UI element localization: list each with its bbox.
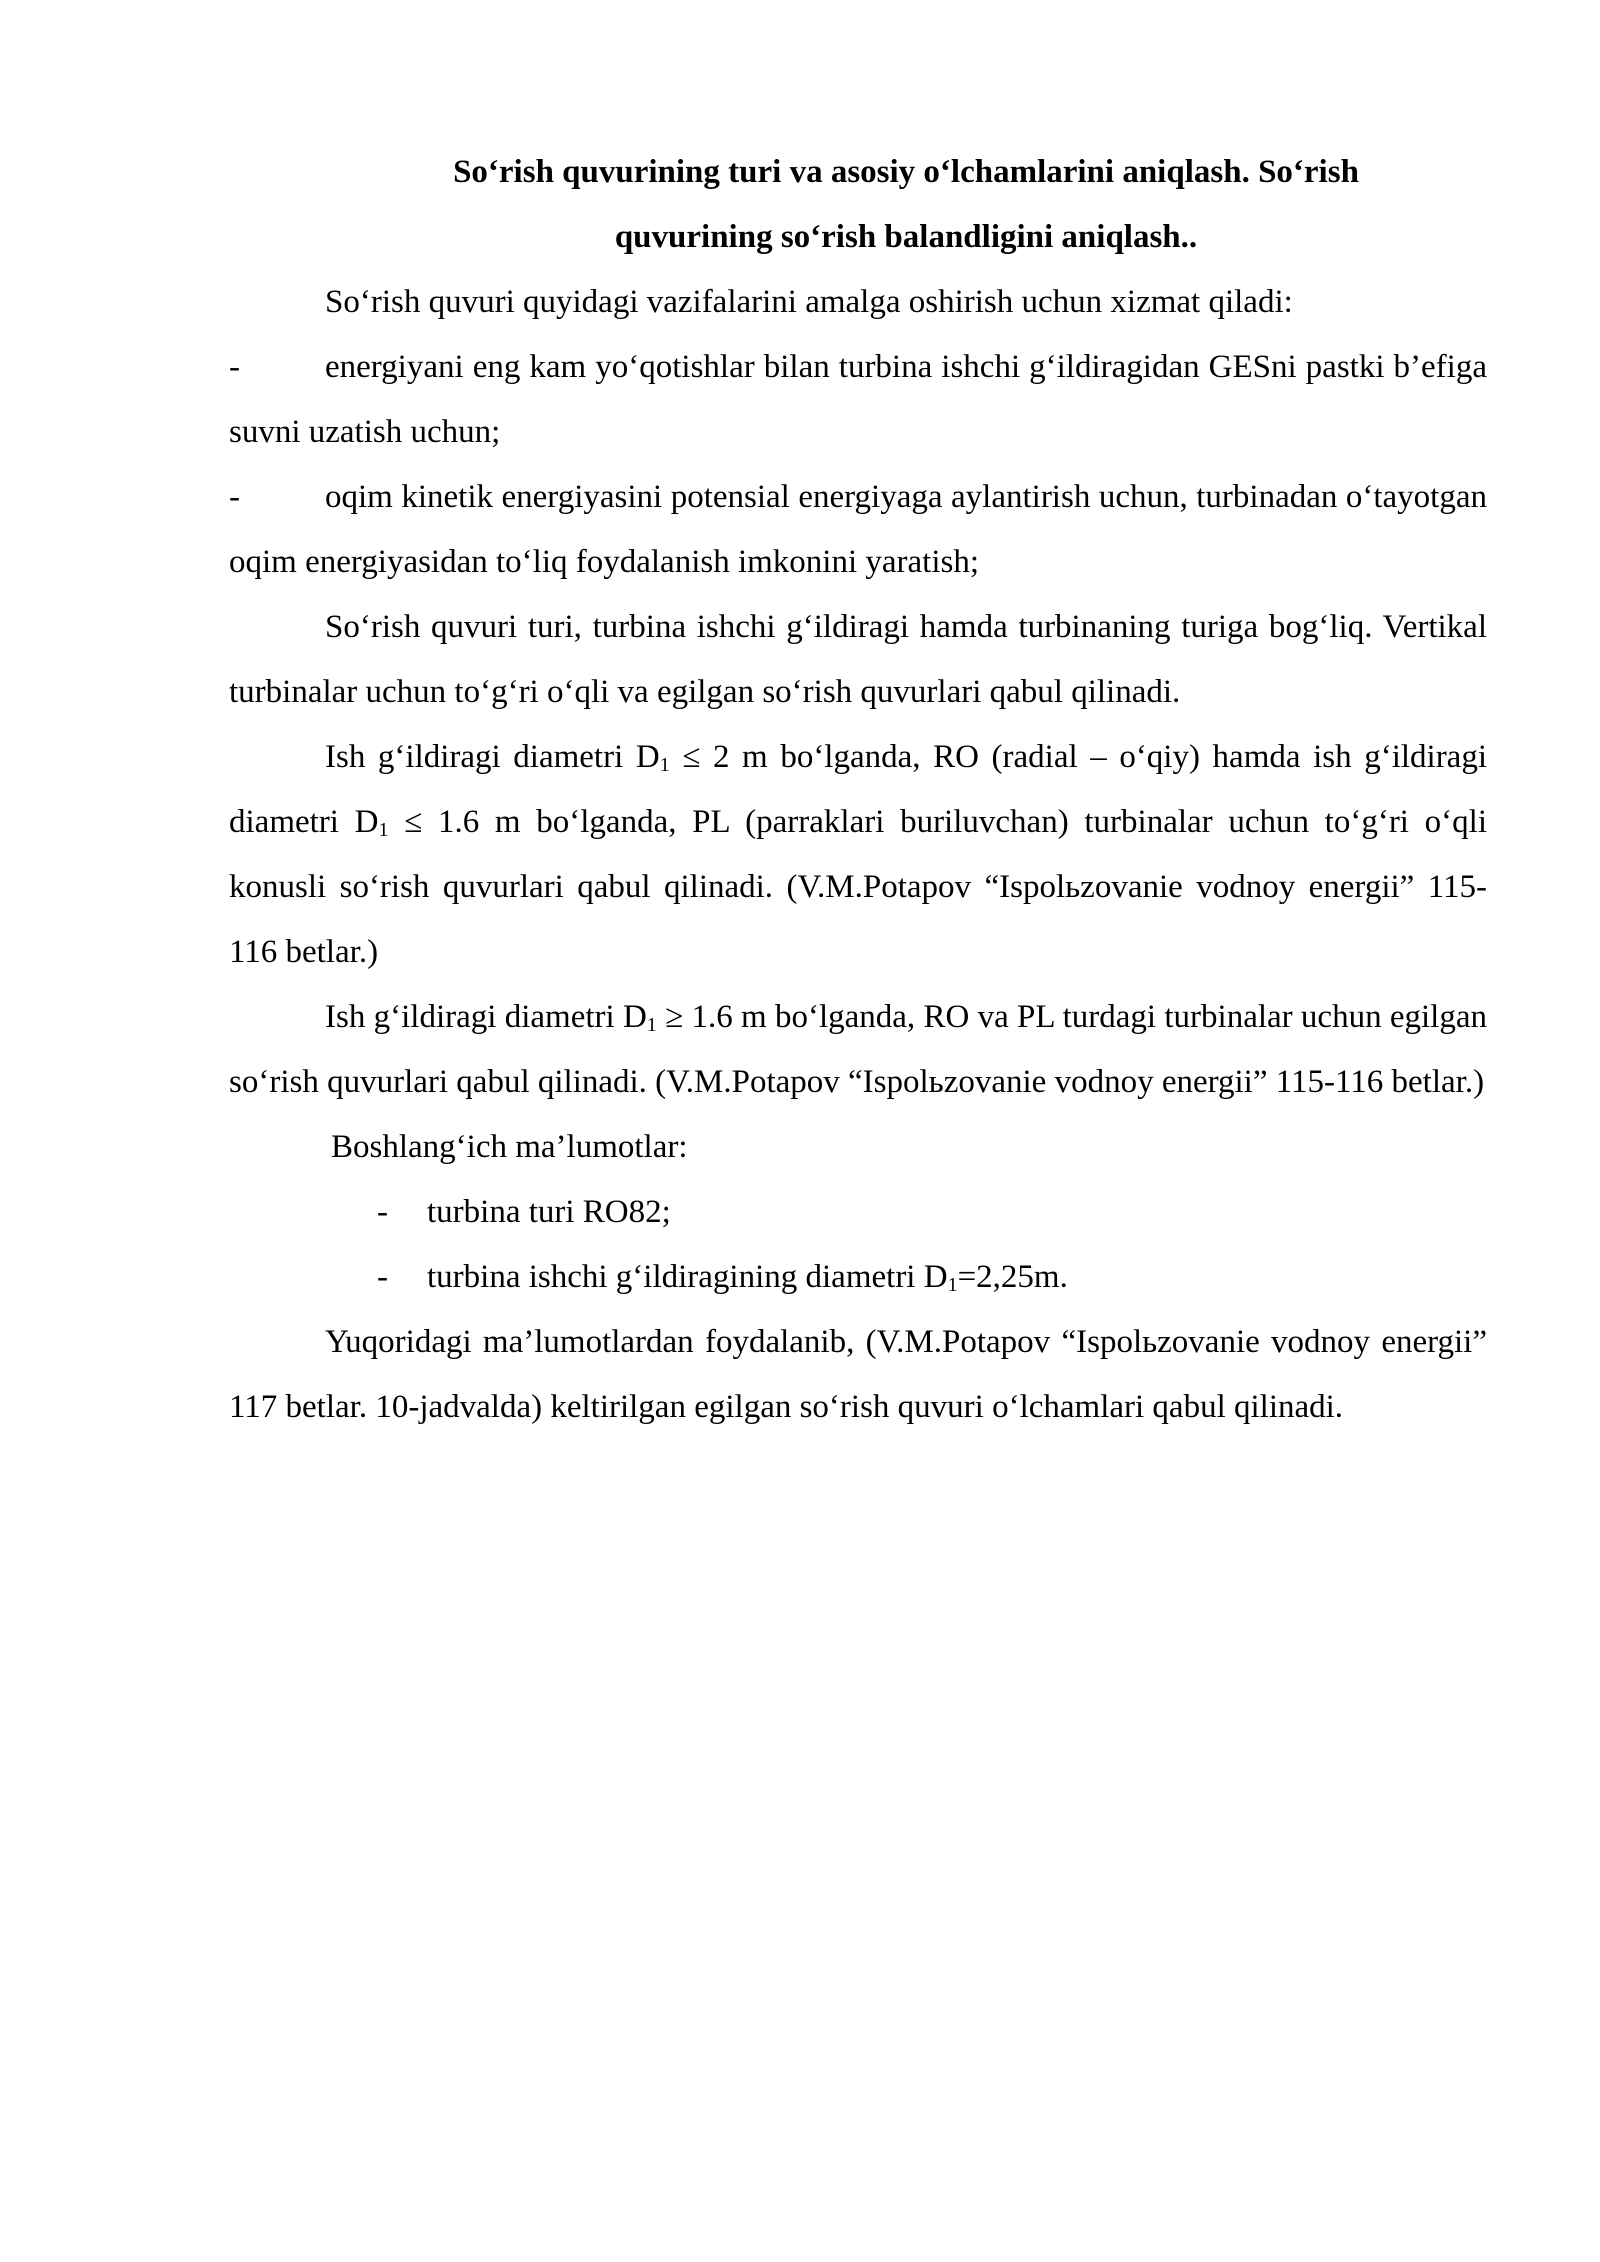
function-item-text: energiyani eng kam yo‘qotishlar bilan turbina ishchi g‘ildiragidan GESni pastki b’efiga suvni uzatish uchun; — [229, 349, 1487, 450]
subscript: 1 — [646, 1014, 657, 1036]
dash-marker: - — [229, 479, 240, 515]
function-item-text: oqim kinetik energiyasini potensial energiyaga aylantirish uchun, turbinadan o‘tayotgan oqim energiyasidan to‘liq foydalanish imkonini yaratish; — [229, 479, 1487, 580]
paragraph-text: ≥ 1.6 m bo‘lganda, RO va PL turdagi turbinalar uchun egilgan so‘rish quvurlari qabul qilinadi. (V.M.Potapov “Ispolьzovanie vodnoy energii” 115-116 betlar.) — [229, 999, 1487, 1100]
subscript: 1 — [378, 819, 389, 841]
title-line-1: So‘rish quvurining turi va asosiy o‘lchamlarini aniqlash. So‘rish — [453, 154, 1359, 190]
function-item-1 — [229, 335, 1487, 465]
conclusion-paragraph: Yuqoridagi ma’lumotlardan foydalanib, (V.M.Potapov “Ispolьzovanie vodnoy energii” 117 betlar. 10-jadvalda) keltirilgan egilgan so‘rish quvuri o‘lchamlari qabul qilinadi. — [229, 1324, 1487, 1425]
intro-paragraph: So‘rish quvuri quyidagi vazifalarini amalga oshirish uchun xizmat qiladi: — [325, 284, 1293, 320]
document-body — [229, 140, 1487, 1440]
initial-data-item-2 — [229, 1245, 1487, 1310]
initial-data-text: =2,25m. — [957, 1259, 1068, 1295]
dash-marker: - — [229, 349, 240, 385]
straight-draft-tube-paragraph — [229, 725, 1487, 985]
paragraph-text: ≤ 2 m bo‘lganda, RO (radial – o‘qiy) hamda ish g‘ildiragi diametri D — [229, 739, 1487, 840]
initial-data-heading: Boshlang‘ich ma’lumotlar: — [331, 1129, 688, 1165]
dash-marker: - — [377, 1259, 388, 1295]
subscript: 1 — [947, 1274, 958, 1296]
section-title — [229, 140, 1487, 270]
function-item-2 — [229, 465, 1487, 595]
subscript: 1 — [659, 754, 670, 776]
bent-draft-tube-paragraph — [229, 985, 1487, 1115]
type-paragraph: So‘rish quvuri turi, turbina ishchi g‘ildiragi hamda turbinaning turiga bog‘liq. Vertikal turbinalar uchun to‘g‘ri o‘qli va egilgan so‘rish quvurlari qabul qilinadi. — [229, 609, 1487, 710]
initial-data-item-1 — [229, 1180, 1487, 1245]
paragraph-text: Ish g‘ildiragi diametri D — [325, 999, 647, 1035]
initial-data-text: turbina turi RO82; — [427, 1194, 671, 1230]
initial-data-text: turbina ishchi g‘ildiragining diametri D — [427, 1259, 948, 1295]
paragraph-text: ≤ 1.6 m bo‘lganda, PL (parraklari buriluvchan) turbinalar uchun to‘g‘ri o‘qli konusli so‘rish quvurlari qabul qilinadi. (V.M.Potapov “Ispolьzovanie vodnoy energii” 115-116 betlar.) — [229, 804, 1487, 970]
paragraph-text: Ish g‘ildiragi diametri D — [325, 739, 660, 775]
dash-marker: - — [377, 1194, 388, 1230]
title-line-2: quvurining so‘rish balandligini aniqlash.. — [614, 219, 1198, 255]
